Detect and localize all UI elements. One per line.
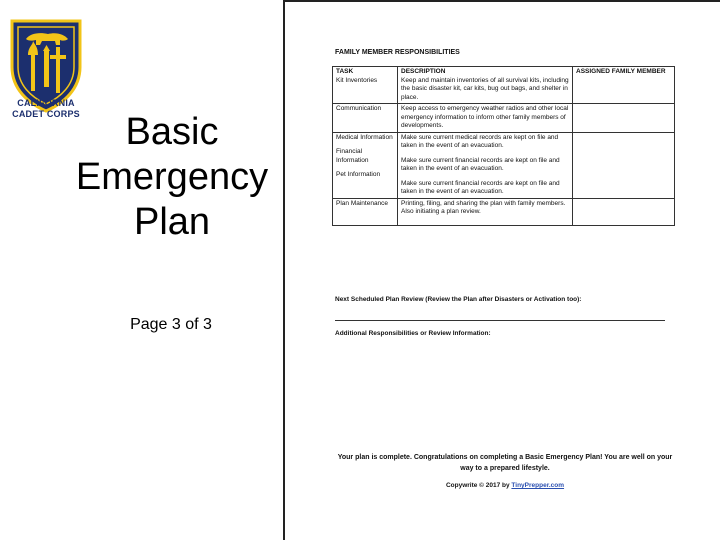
document-heading: FAMILY MEMBER RESPONSIBILITIES [335,49,460,56]
assigned-cell [573,198,675,225]
copyright-link[interactable]: TinyPrepper.com [511,482,565,489]
table-row [333,104,675,133]
slide-title-line: Emergency [75,156,269,198]
table-cell [333,67,398,104]
description-cell: Make sure current financial records are kept on file and taken in the event of an evacuation. [401,156,560,172]
task-cell: Plan Maintenance [333,198,398,225]
page-indicator: Page 3 of 3 [130,316,212,333]
slide-title [40,110,304,245]
header-description: DESCRIPTION [401,68,446,75]
table-cell [573,67,675,104]
document-page [283,0,720,540]
task-cell: Kit Inventories [336,76,378,84]
table-row [333,67,675,104]
table-cell [398,132,573,198]
logo-text-line2: CADET CORPS [12,109,80,119]
slide-title-line: Basic [125,111,219,153]
table-cell [398,67,573,104]
task-cell: Medical Information [336,133,393,141]
description-cell: Keep access to emergency weather radios and other local emergency information to inform other family members of developments. [398,104,573,133]
table-row [333,198,675,225]
description-cell: Make sure current medical records are kept on file and taken in the event of an evacuation. [401,133,559,149]
header-assigned: ASSIGNED FAMILY MEMBER [576,68,666,75]
additional-info-label: Additional Responsibilities or Review Information: [335,330,491,337]
header-task: TASK [336,68,354,75]
task-cell: Communication [333,104,398,133]
description-cell: Keep and maintain inventories of all survival kits, including the basic disaster kit, car kits, bug out bags, and shelter in place. [401,76,569,101]
assigned-cell [573,132,675,198]
copyright-line [335,482,675,489]
copyright-text: Copywrite © 2017 by [445,482,512,489]
review-line [335,320,665,321]
closing-message: Your plan is complete. Congratulations on completing a Basic Emergency Plan! You are well on your way to a prepared lifestyle. [337,454,673,472]
assigned-cell [573,104,675,133]
description-cell: Make sure current financial records are kept on file and taken in the event of an evacuation. [401,179,560,195]
table-row [333,132,675,198]
task-cell: Financial Information [336,148,369,164]
slide-title-line: Plan [133,201,211,243]
table-cell [333,132,398,198]
description-cell: Printing, filing, and sharing the plan with family members. Also initiating a plan review. [398,198,573,225]
task-cell: Pet Information [336,171,381,178]
logo-text-line1: CALIFORNIA [17,98,75,108]
responsibilities-table [332,66,675,226]
next-review-label: Next Scheduled Plan Review (Review the Plan after Disasters or Activation too): [335,296,582,303]
